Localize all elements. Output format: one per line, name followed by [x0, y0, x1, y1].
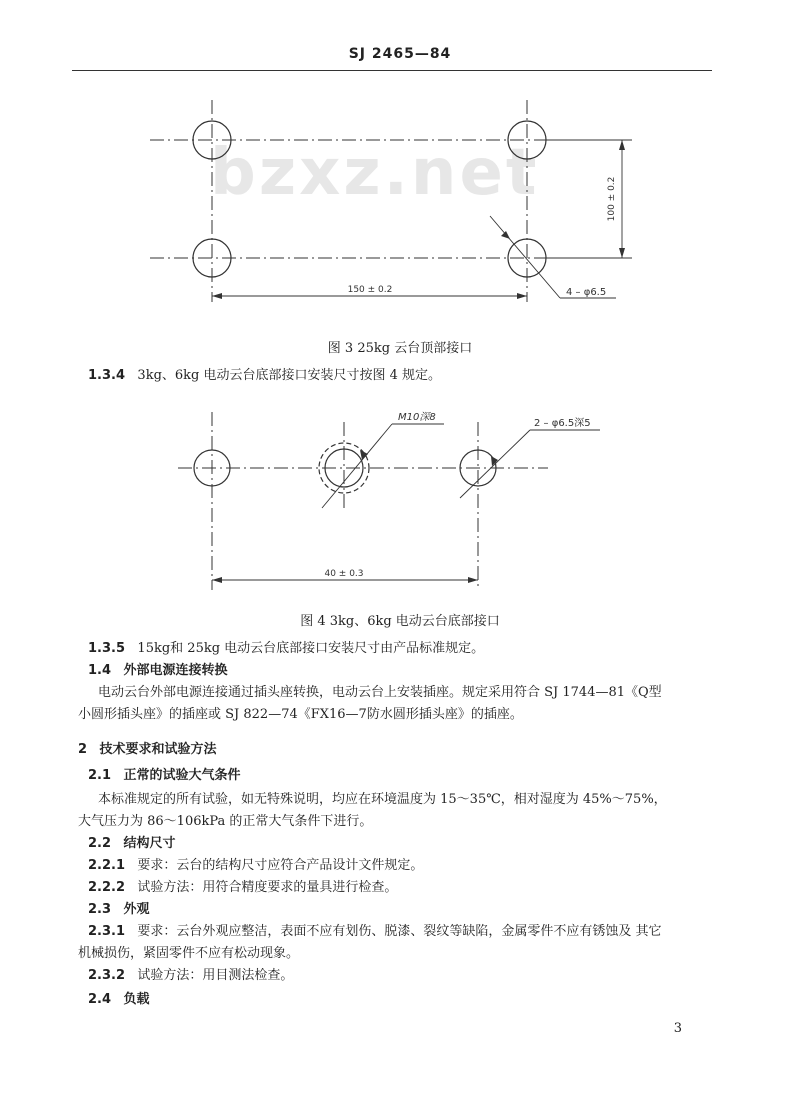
section-2-3-title: 外观: [123, 902, 150, 917]
para-1-3-5-num: 1.3.5: [88, 641, 126, 656]
section-2-2-title: 结构尺寸: [123, 836, 176, 851]
fig4-width-dim: 40 ± 0.3: [324, 569, 364, 579]
section-2-2-2-num: 2.2.2: [88, 880, 126, 895]
section-2-3-2: [88, 966, 293, 986]
section-2-3-2-num: 2.3.2: [88, 968, 126, 983]
fig4-hole-label: 2 – φ6.5深5: [534, 418, 591, 429]
section-1-4-line-1: 电动云台外部电源连接通过插头座转换，电动云台上安装插座。规定采用符合 SJ 1744—81《Q型: [98, 685, 662, 700]
section-2-2-2-text: 试验方法：用符合精度要求的量具进行检查。: [137, 880, 398, 895]
para-1-3-5-text: 15kg和 25kg 电动云台底部接口安装尺寸由产品标准规定。: [137, 641, 485, 656]
section-2-3-2-text: 试验方法：用目测法检查。: [137, 968, 294, 983]
fig3-hole-label: 4 – φ6.5: [566, 287, 607, 298]
section-2-4-title: 负载: [123, 992, 150, 1007]
figure-4-caption: 图 4 3kg、6kg 电动云台底部接口: [300, 614, 500, 629]
section-2-3-1-line-1: [88, 922, 662, 942]
para-1-3-4: [88, 366, 441, 386]
section-2-2-num: 2.2: [88, 836, 112, 851]
section-2-2-1-num: 2.2.1: [88, 858, 126, 873]
section-2-4-num: 2.4: [88, 992, 112, 1007]
watermark: bzxz.net: [210, 136, 540, 210]
section-1-4-line-2: 小圆形插头座》的插座或 SJ 822—74《FX16—7防水圆形插头座》的插座。: [78, 707, 523, 722]
para-1-3-4-text: 3kg、6kg 电动云台底部接口安装尺寸按图 4 规定。: [137, 368, 442, 383]
section-2-2-2: [88, 878, 397, 898]
section-2-heading: [78, 740, 216, 760]
header-rule: [72, 70, 712, 71]
fig3-width-dim: 150 ± 0.2: [347, 285, 393, 295]
section-2-2-1: [88, 856, 423, 876]
section-2-4-heading: [88, 990, 149, 1010]
section-1-4-num: 1.4: [88, 663, 112, 678]
section-2-3-num: 2.3: [88, 902, 112, 917]
section-2-3-heading: [88, 900, 149, 920]
section-2-title: 技术要求和试验方法: [99, 742, 217, 757]
section-2-1-num: 2.1: [88, 768, 112, 783]
fig3-height-dim: 100 ± 0.2: [607, 176, 617, 222]
figure-4-drawing: [0, 400, 800, 600]
fig4-thread-label: M10深8: [398, 412, 436, 423]
section-1-4-title: 外部电源连接转换: [123, 663, 228, 678]
section-2-3-1-text: 要求：云台外观应整洁，表面不应有划伤、脱漆、裂纹等缺陷，金属零件不应有锈蚀及 其它: [137, 924, 662, 939]
section-2-1-title: 正常的试验大气条件: [123, 768, 241, 783]
section-2-1-line-1: 本标准规定的所有试验，如无特殊说明，均应在环境温度为 15～35℃，相对湿度为 45%～75%，: [98, 792, 667, 807]
section-2-2-heading: [88, 834, 175, 854]
section-2-3-1-num: 2.3.1: [88, 924, 126, 939]
figure-3-drawing: [0, 80, 800, 310]
section-2-1-line-2: 大气压力为 86～106kPa 的正常大气条件下进行。: [78, 814, 373, 829]
figure-3-caption: 图 3 25kg 云台顶部接口: [327, 341, 473, 356]
page-number: 3: [673, 1021, 682, 1036]
section-2-num: 2: [78, 742, 88, 757]
section-2-2-1-text: 要求：云台的结构尺寸应符合产品设计文件规定。: [137, 858, 424, 873]
section-2-3-1-line-2: 机械损伤，紧固零件不应有松动现象。: [78, 946, 300, 961]
para-1-3-5: [88, 639, 484, 659]
section-1-4-heading: [88, 661, 227, 681]
section-2-1-heading: [88, 766, 240, 786]
para-1-3-4-num: 1.3.4: [88, 368, 126, 383]
document-header: SJ 2465—84: [348, 46, 452, 62]
